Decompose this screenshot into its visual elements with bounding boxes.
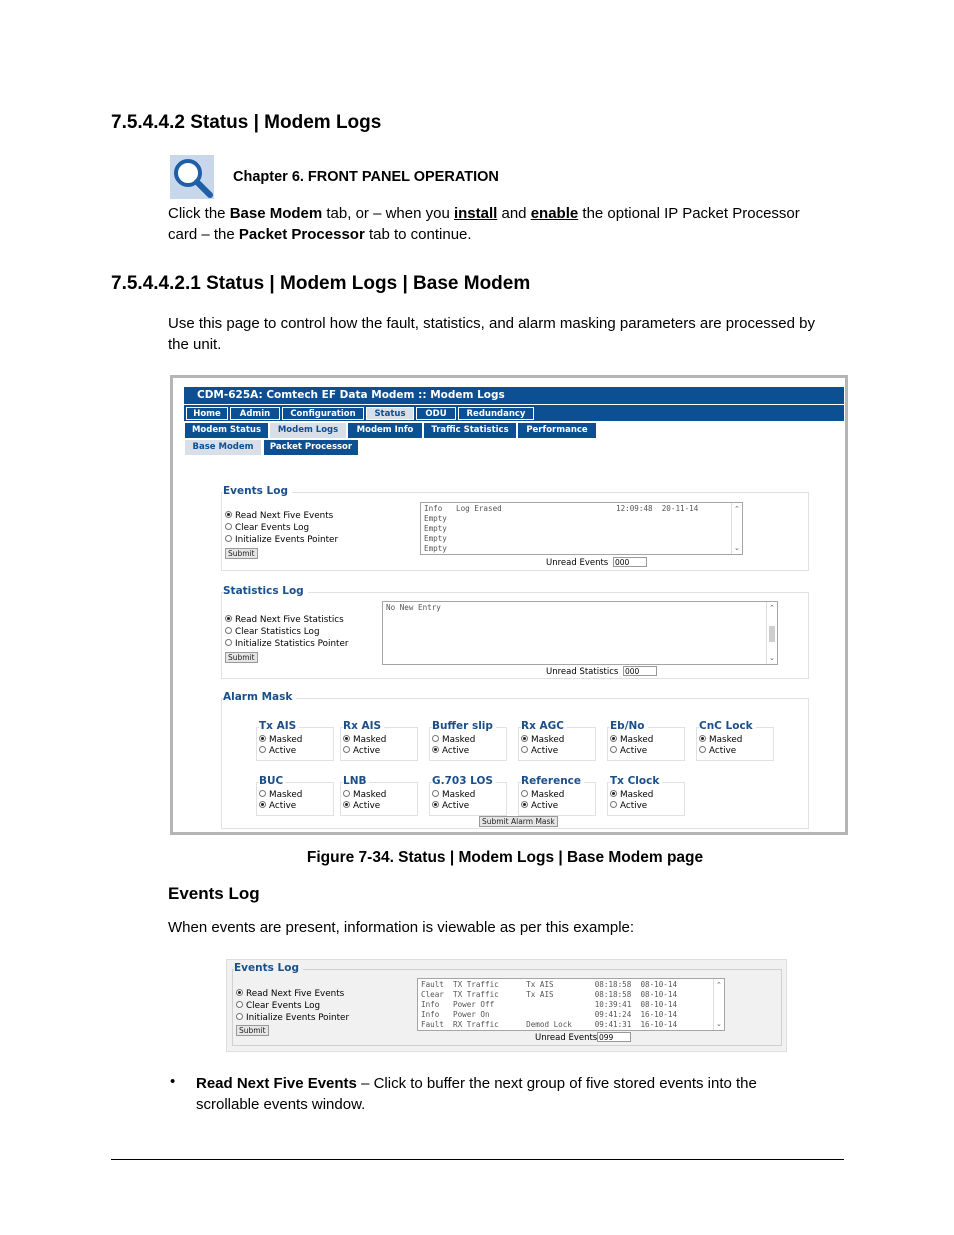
scroll-up-icon[interactable]: ⌃	[734, 505, 740, 513]
radio-active[interactable]: Active	[521, 746, 558, 756]
radio-masked[interactable]: Masked	[432, 735, 475, 745]
alarm-mask-item-title: Tx Clock	[610, 775, 662, 787]
radio-active[interactable]: Active	[521, 801, 558, 811]
tab-redundancy[interactable]: Redundancy	[458, 407, 534, 420]
tab-status[interactable]: Status	[366, 407, 414, 420]
alarm-mask-panel	[221, 691, 809, 829]
tab-traffic-statistics[interactable]: Traffic Statistics	[424, 423, 516, 438]
footer-rule	[111, 1159, 844, 1160]
alarm-mask-item	[518, 720, 596, 761]
example-events-textarea[interactable]: Fault TX Traffic Tx AIS 08:18:58 08-10-14 Clear TX Traffic Tx AIS 08:18:58 08-10-14 Info Power Off 10:39:41 08-10-14 Info Power On 09:41:24 16-10-14 Fault RX Traffic Demod Lock 09:41:31 16-10-14 ⌃ ⌄	[417, 978, 725, 1031]
alarm-mask-item	[256, 720, 334, 761]
events-log-legend: Events Log	[223, 485, 292, 497]
events-log-panel	[221, 485, 809, 571]
statistics-submit-button[interactable]: Submit	[225, 652, 258, 663]
alarm-mask-item	[340, 775, 418, 816]
alarm-mask-item-title: Rx AGC	[521, 720, 567, 732]
radio-active[interactable]: Active	[610, 801, 647, 811]
tab-modem-logs[interactable]: Modem Logs	[270, 423, 346, 438]
alarm-mask-item	[340, 720, 418, 761]
example-scrollbar[interactable]	[713, 979, 724, 1030]
example-radio-initialize-pointer[interactable]: Initialize Events Pointer	[236, 1013, 349, 1023]
radio-read-next-five-statistics[interactable]: Read Next Five Statistics	[225, 615, 344, 625]
unread-events-label: Unread Events	[546, 558, 609, 568]
example-radio-clear-events[interactable]: Clear Events Log	[236, 1001, 320, 1011]
statistics-scrollbar[interactable]	[766, 602, 777, 664]
tab-performance[interactable]: Performance	[518, 423, 596, 438]
alarm-mask-item-title: G.703 LOS	[432, 775, 496, 787]
radio-clear-statistics-log[interactable]: Clear Statistics Log	[225, 627, 320, 637]
scroll-down-icon[interactable]: ⌄	[716, 1020, 722, 1028]
unread-events-field[interactable]: 000	[613, 557, 647, 567]
tab-home[interactable]: Home	[186, 407, 228, 420]
subsection-heading: 7.5.4.4.2.1 Status | Modem Logs | Base Modem	[111, 273, 531, 294]
alarm-mask-item	[429, 775, 507, 816]
magnifier-icon	[170, 155, 214, 199]
radio-masked[interactable]: Masked	[610, 790, 653, 800]
radio-masked[interactable]: Masked	[610, 735, 653, 745]
alarm-mask-item-title: Tx AIS	[259, 720, 299, 732]
radio-masked[interactable]: Masked	[343, 790, 386, 800]
radio-active[interactable]: Active	[343, 746, 380, 756]
alarm-mask-item-title: LNB	[343, 775, 369, 787]
scroll-thumb[interactable]	[769, 626, 775, 642]
radio-masked[interactable]: Masked	[521, 790, 564, 800]
events-log-example	[226, 959, 787, 1052]
example-unread-events-label: Unread Events	[535, 1033, 598, 1043]
submit-alarm-mask-button[interactable]: Submit Alarm Mask	[479, 816, 558, 827]
tab-base-modem[interactable]: Base Modem	[185, 440, 261, 455]
radio-active[interactable]: Active	[699, 746, 736, 756]
radio-masked[interactable]: Masked	[259, 790, 302, 800]
figure-caption: Figure 7-34. Status | Modem Logs | Base Modem page	[306, 849, 704, 866]
radio-masked[interactable]: Masked	[699, 735, 742, 745]
events-log-textarea[interactable]: Info Log Erased 12:09:48 20-11-14 Empty Empty Empty Empty ⌃ ⌄	[420, 502, 743, 555]
alarm-mask-item	[256, 775, 334, 816]
radio-active[interactable]: Active	[343, 801, 380, 811]
example-events-panel	[232, 962, 782, 1046]
tab-packet-processor[interactable]: Packet Processor	[264, 440, 358, 455]
alarm-mask-legend: Alarm Mask	[223, 691, 296, 703]
alarm-mask-item-title: CnC Lock	[699, 720, 756, 732]
statistics-log-panel	[221, 585, 809, 679]
radio-active[interactable]: Active	[432, 746, 469, 756]
scroll-up-icon[interactable]: ⌃	[716, 981, 722, 989]
alarm-mask-item-title: Reference	[521, 775, 584, 787]
example-radio-read-next-five[interactable]: Read Next Five Events	[236, 989, 344, 999]
unread-statistics-field[interactable]: 000	[623, 666, 657, 676]
main-tab-bar	[184, 405, 844, 421]
alarm-mask-item	[696, 720, 774, 761]
bullet-symbol: •	[170, 1073, 176, 1090]
events-log-heading: Events Log	[168, 884, 260, 903]
tab-modem-status[interactable]: Modem Status	[185, 423, 268, 438]
tab-odu[interactable]: ODU	[416, 407, 456, 420]
radio-initialize-events-pointer[interactable]: Initialize Events Pointer	[225, 535, 338, 545]
bullet-item: Read Next Five Events – Click to buffer the next group of five stored events into the scrollable events window.	[196, 1075, 757, 1113]
tab-admin[interactable]: Admin	[230, 407, 280, 420]
example-unread-events-field[interactable]: 099	[597, 1032, 631, 1042]
alarm-mask-item-title: Eb/No	[610, 720, 648, 732]
radio-clear-events-log[interactable]: Clear Events Log	[225, 523, 309, 533]
radio-masked[interactable]: Masked	[432, 790, 475, 800]
scroll-up-icon[interactable]: ⌃	[769, 604, 775, 612]
radio-active[interactable]: Active	[432, 801, 469, 811]
events-scrollbar[interactable]	[731, 503, 742, 554]
radio-active[interactable]: Active	[610, 746, 647, 756]
instruction-paragraph: Click the Base Modem tab, or – when you install and enable the optional IP Packet Processor card – the Packet Processor tab to continue.	[168, 205, 800, 243]
example-submit-button[interactable]: Submit	[236, 1025, 269, 1036]
alarm-mask-item	[607, 775, 685, 816]
radio-active[interactable]: Active	[259, 801, 296, 811]
tab-configuration[interactable]: Configuration	[282, 407, 364, 420]
chapter-reference: Chapter 6. FRONT PANEL OPERATION	[233, 169, 499, 185]
alarm-mask-item	[429, 720, 507, 761]
alarm-mask-item-title: BUC	[259, 775, 286, 787]
alarm-mask-item-title: Rx AIS	[343, 720, 384, 732]
radio-masked[interactable]: Masked	[343, 735, 386, 745]
tab-modem-info[interactable]: Modem Info	[348, 423, 422, 438]
example-intro-paragraph: When events are present, information is viewable as per this example:	[168, 919, 635, 936]
scroll-down-icon[interactable]: ⌄	[734, 544, 740, 552]
description-paragraph: Use this page to control how the fault, statistics, and alarm masking parameters are processed by the unit.	[168, 315, 815, 353]
radio-active[interactable]: Active	[259, 746, 296, 756]
radio-masked[interactable]: Masked	[259, 735, 302, 745]
scroll-down-icon[interactable]: ⌄	[769, 654, 775, 662]
alarm-mask-item	[518, 775, 596, 816]
section-heading: 7.5.4.4.2 Status | Modem Logs	[111, 112, 382, 133]
window-title: CDM-625A: Comtech EF Data Modem :: Modem Logs	[184, 387, 844, 404]
radio-initialize-statistics-pointer[interactable]: Initialize Statistics Pointer	[225, 639, 349, 649]
radio-read-next-five-events[interactable]: Read Next Five Events	[225, 511, 333, 521]
statistics-log-legend: Statistics Log	[223, 585, 308, 597]
statistics-log-textarea[interactable]: No New Entry ⌃ ⌄	[382, 601, 778, 665]
events-submit-button[interactable]: Submit	[225, 548, 258, 559]
radio-masked[interactable]: Masked	[521, 735, 564, 745]
alarm-mask-item	[607, 720, 685, 761]
modem-logs-screenshot	[170, 375, 848, 835]
unread-statistics-label: Unread Statistics	[546, 667, 619, 677]
alarm-mask-item-title: Buffer slip	[432, 720, 496, 732]
example-events-legend: Events Log	[234, 962, 303, 974]
